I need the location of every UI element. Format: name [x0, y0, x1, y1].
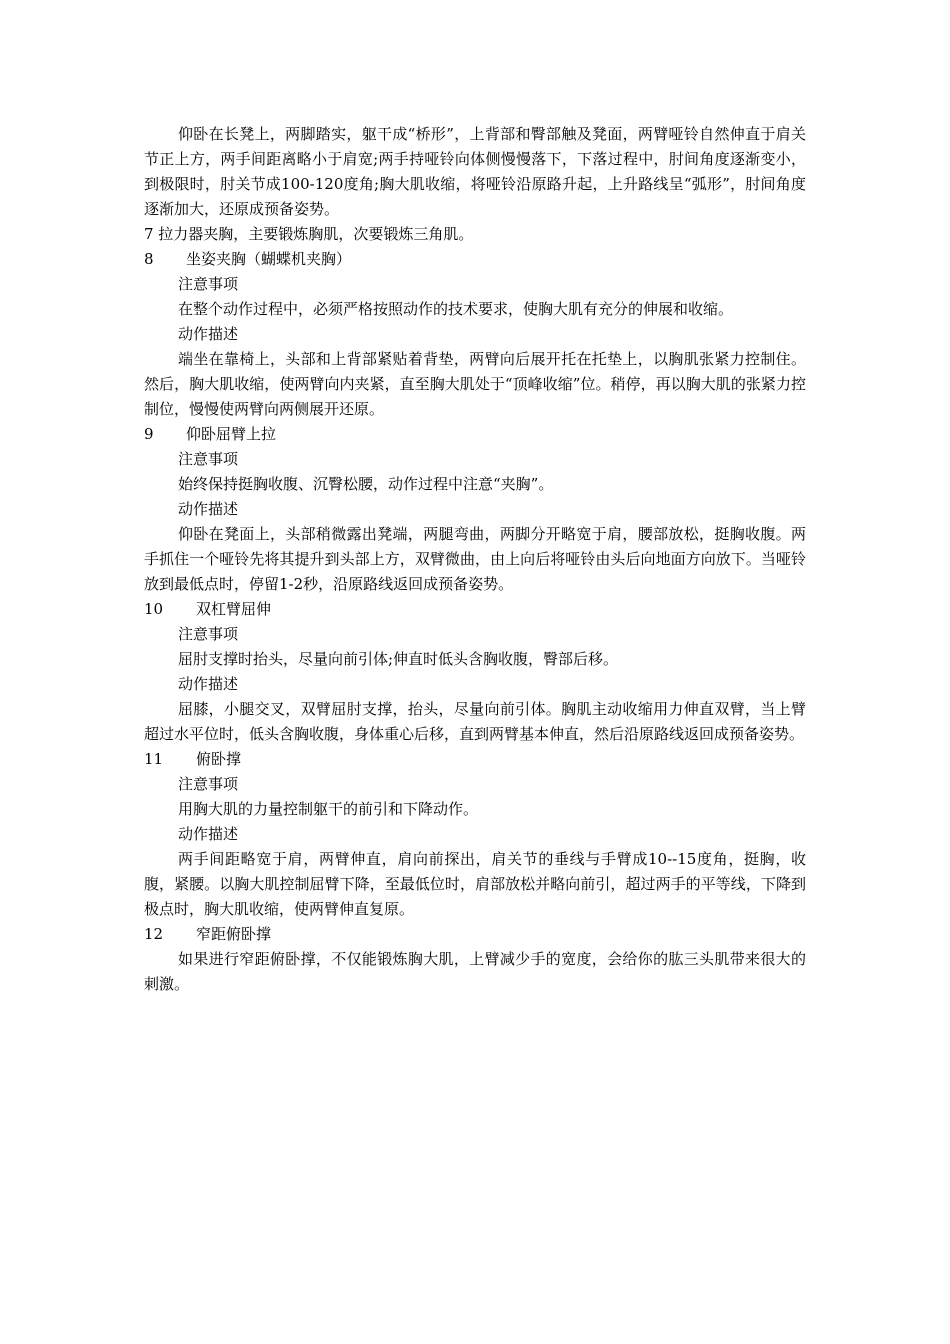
section-10-heading: [144, 597, 806, 622]
description-label: 动作描述: [178, 500, 239, 518]
notes-label: 注意事项: [178, 775, 239, 793]
section-title: 俯卧撑: [196, 750, 242, 768]
intro-paragraph: 仰卧在长凳上，两脚踏实，躯干成“桥形”，上背部和臀部触及凳面，两臂哑铃自然伸直于肩关节正上方，两手间距离略小于肩宽;两手持哑铃向体侧慢慢落下，下落过程中，肘间角度逐渐变小，到极限时，肘关节成100-120度角;胸大肌收缩，将哑铃沿原路升起，上升路线呈“弧形”，肘间角度逐渐加大，还原成预备姿势。: [144, 125, 806, 218]
description-label: 动作描述: [178, 325, 239, 343]
description-text: 两手间距略宽于肩，两臂伸直，肩向前探出，肩关节的垂线与手臂成10--15度角，挺胸，收腹，紧腰。以胸大肌控制屈臂下降，至最低位时，肩部放松并略向前引，超过两手的平等线，下降到极点时，胸大肌收缩，使两臂伸直复原。: [144, 850, 806, 918]
section-title: 双杠臂屈伸: [196, 600, 272, 618]
section-title: 仰卧屈臂上拉: [186, 425, 277, 443]
section-number: 10: [144, 600, 164, 618]
section-8-heading: [144, 247, 806, 272]
section-number: 8: [144, 250, 154, 268]
description-text: 屈膝，小腿交叉，双臂屈肘支撑，抬头，尽量向前引体。胸肌主动收缩用力伸直双臂，当上臂超过水平位时，低头含胸收腹，身体重心后移，直到两臂基本伸直，然后沿原路线返回成预备姿势。: [144, 700, 806, 743]
section-12-heading: [144, 922, 806, 947]
description-label: 动作描述: [178, 675, 239, 693]
notes-text: 屈肘支撑时抬头，尽量向前引体;伸直时低头含胸收腹，臀部后移。: [178, 650, 619, 668]
section-number: 9: [144, 425, 154, 443]
section-9-heading: [144, 422, 806, 447]
description-text: 端坐在靠椅上，头部和上背部紧贴着背垫，两臂向后展开托在托垫上，以胸肌张紧力控制住。然后，胸大肌收缩，使两臂向内夹紧，直至胸大肌处于“顶峰收缩”位。稍停，再以胸大肌的张紧力控制位，慢慢使两臂向两侧展开还原。: [144, 350, 806, 418]
notes-label: 注意事项: [178, 450, 239, 468]
description-text: 仰卧在凳面上，头部稍微露出凳端，两腿弯曲，两脚分开略宽于肩，腰部放松，挺胸收腹。两手抓住一个哑铃先将其提升到头部上方，双臂微曲，由上向后将哑铃由头后向地面方向放下。当哑铃放到最低点时，停留1-2秒，沿原路线返回成预备姿势。: [144, 525, 806, 593]
description-text: 如果进行窄距俯卧撑，不仅能锻炼胸大肌，上臂减少手的宽度，会给你的肱三头肌带来很大的刺激。: [144, 950, 806, 993]
notes-text: 在整个动作过程中，必须严格按照动作的技术要求，使胸大肌有充分的伸展和收缩。: [178, 300, 734, 318]
section-title: 窄距俯卧撑: [196, 925, 272, 943]
document-body: [144, 122, 806, 997]
notes-text: 用胸大肌的力量控制躯干的前引和下降动作。: [178, 800, 479, 818]
description-label: 动作描述: [178, 825, 239, 843]
section-number: 12: [144, 925, 164, 943]
notes-label: 注意事项: [178, 625, 239, 643]
item-7-line: 7 拉力器夹胸，主要锻炼胸肌，次要锻炼三角肌。: [144, 225, 474, 243]
notes-label: 注意事项: [178, 275, 239, 293]
notes-text: 始终保持挺胸收腹、沉臀松腰，动作过程中注意“夹胸”。: [178, 475, 554, 493]
section-title: 坐姿夹胸（蝴蝶机夹胸）: [186, 250, 352, 268]
section-number: 11: [144, 750, 164, 768]
section-11-heading: [144, 747, 806, 772]
